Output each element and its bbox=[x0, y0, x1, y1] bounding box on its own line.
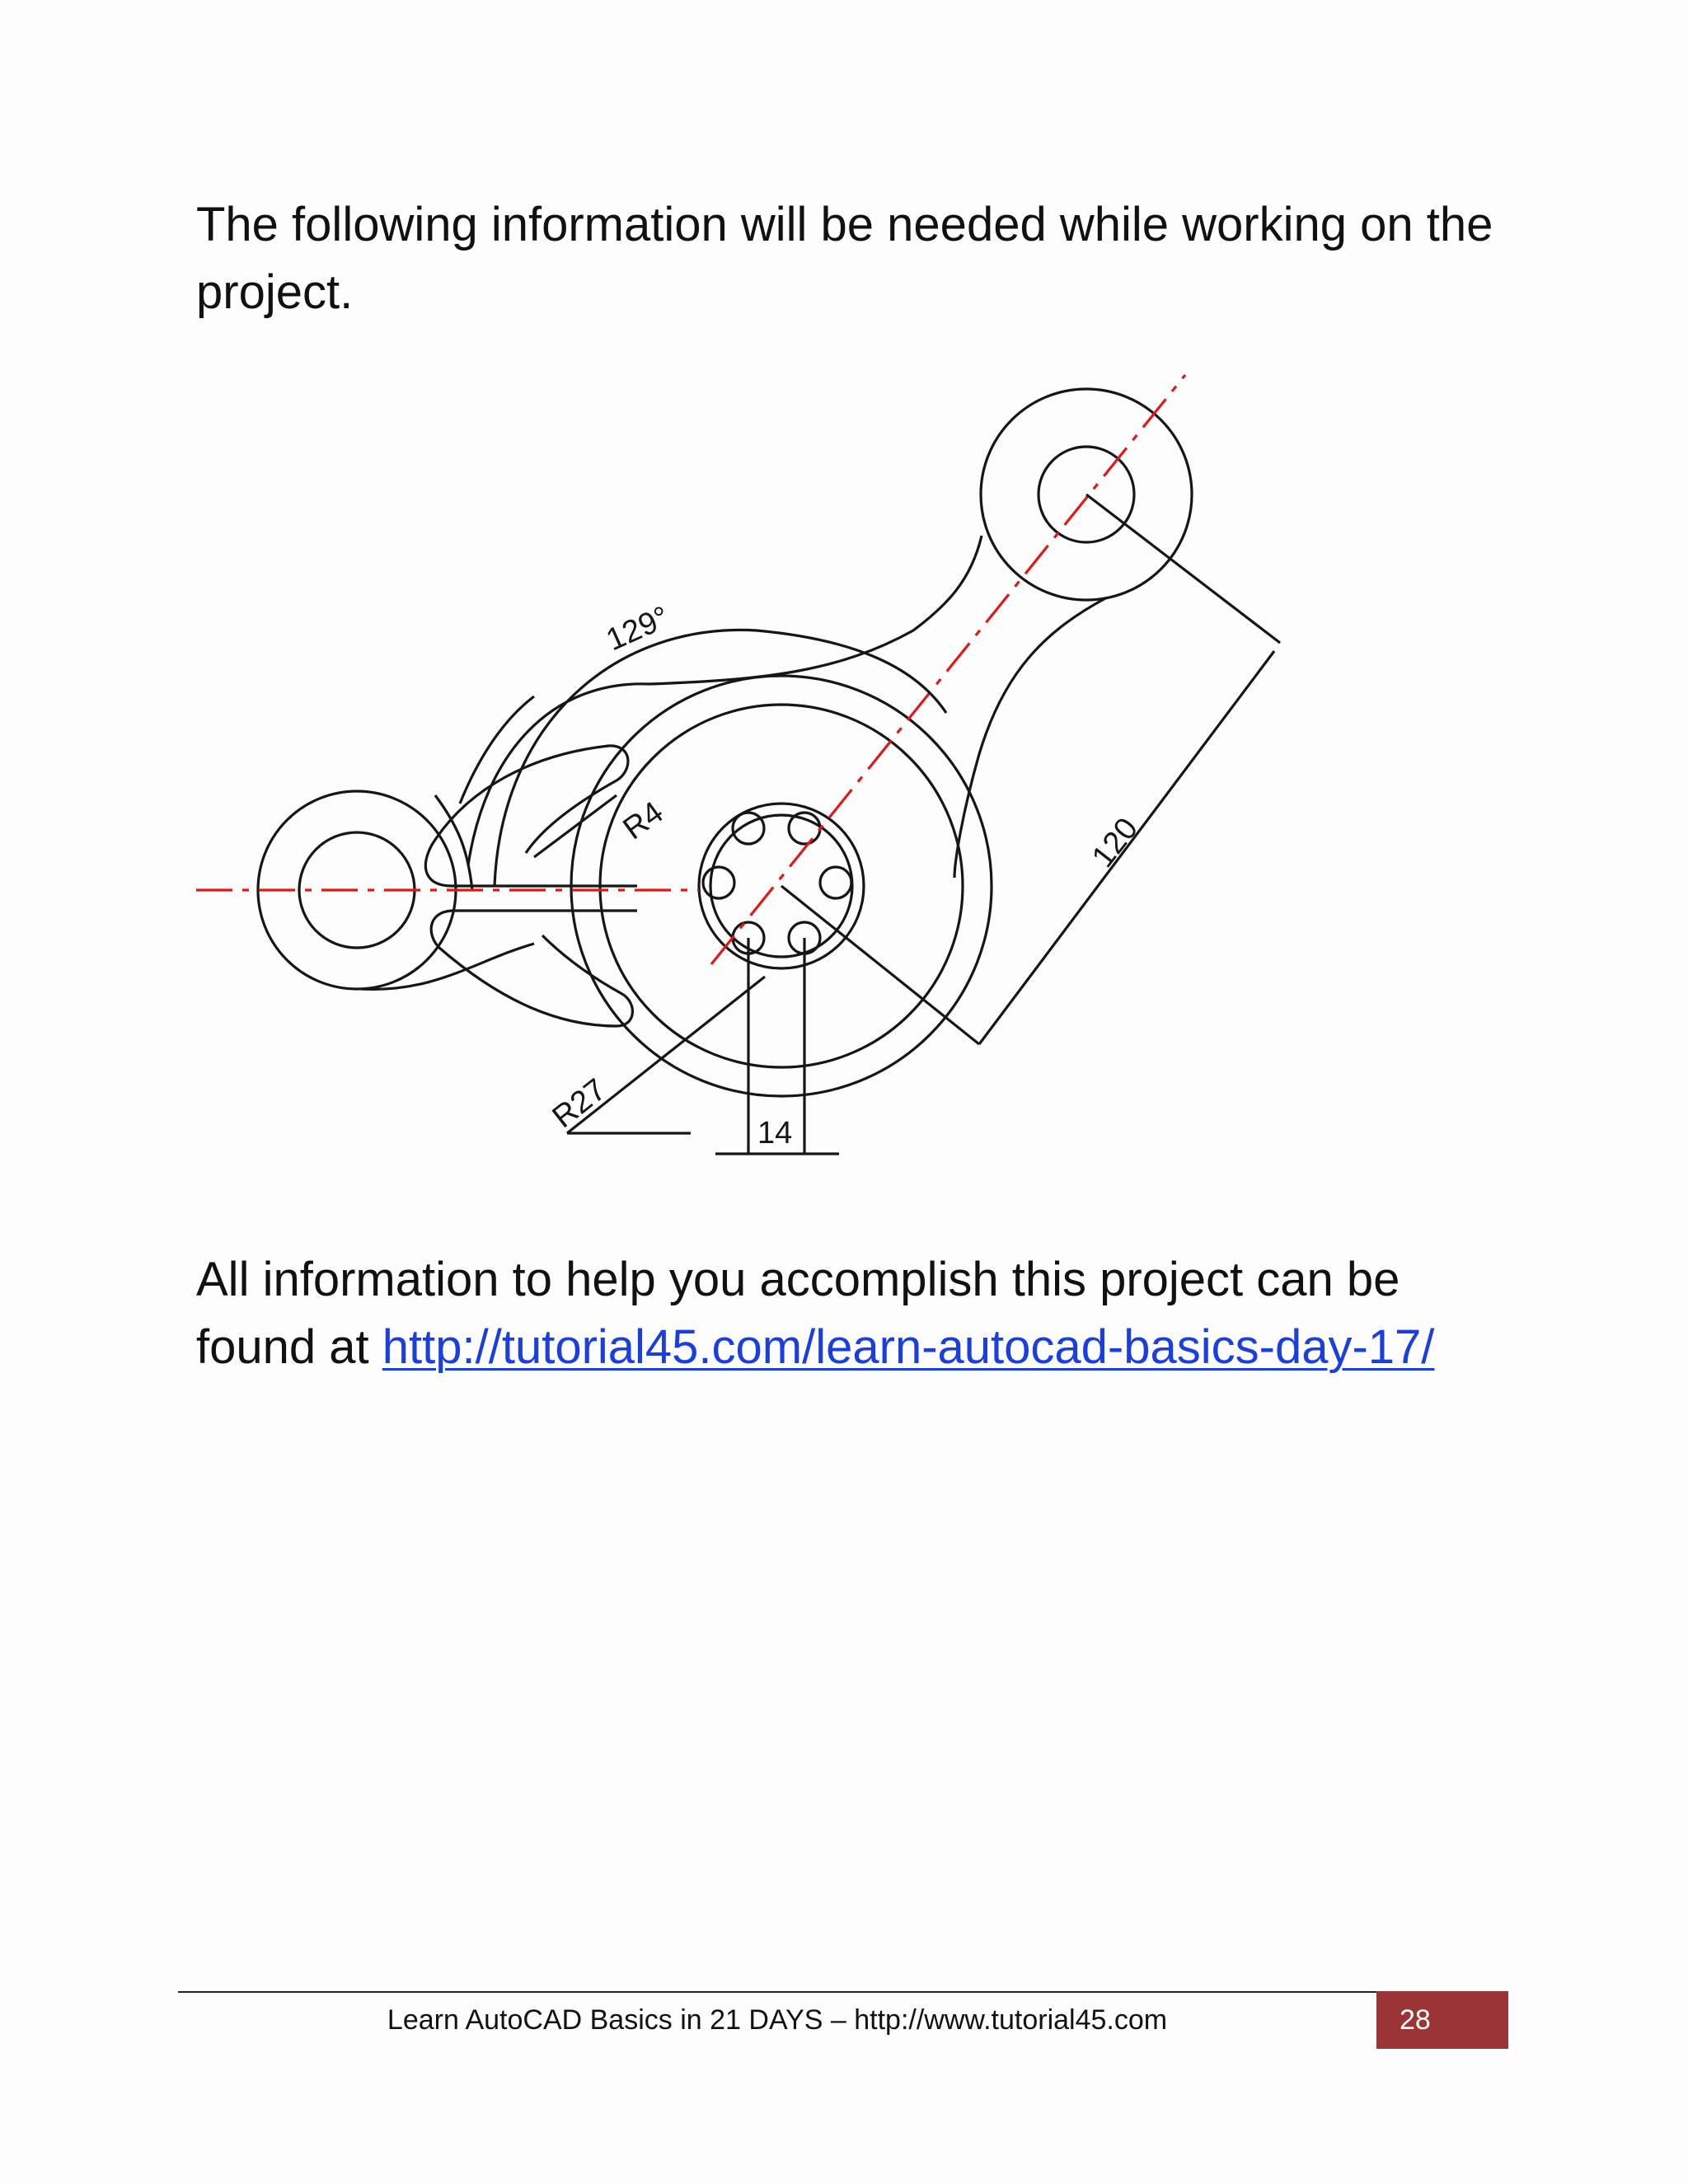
radius-r27-label: R27 bbox=[546, 1072, 613, 1136]
outer-body-arc bbox=[468, 536, 982, 865]
page-number: 28 bbox=[1376, 1991, 1508, 2049]
radius-r4-label: R4 bbox=[617, 794, 670, 847]
outro-paragraph bbox=[196, 1246, 1498, 1381]
bolt-hole-2 bbox=[789, 813, 820, 844]
intro-paragraph: The following information will be needed while working on the project. bbox=[196, 198, 1493, 319]
footer-text: Learn AutoCAD Basics in 21 DAYS – http://www.tutorial45.com bbox=[387, 2004, 1168, 2036]
diagonal-centerline bbox=[711, 375, 1185, 964]
bolt-hole-3 bbox=[703, 867, 734, 898]
bolt-hole-1 bbox=[733, 813, 764, 844]
upper-slot bbox=[425, 746, 637, 886]
distance-label: 120 bbox=[1085, 811, 1146, 874]
angle-label: 129° bbox=[601, 599, 675, 658]
outro-text: All information to help you accomplish this project can be found at bbox=[196, 1253, 1400, 1374]
spacing-label: 14 bbox=[757, 1116, 793, 1151]
bolt-hole-4 bbox=[820, 867, 851, 898]
tutorial-link[interactable]: http://tutorial45.com/learn-autocad-basics-day-17/ bbox=[382, 1320, 1435, 1374]
footer-divider bbox=[178, 1991, 1376, 1993]
autocad-drawing bbox=[188, 367, 1606, 1207]
